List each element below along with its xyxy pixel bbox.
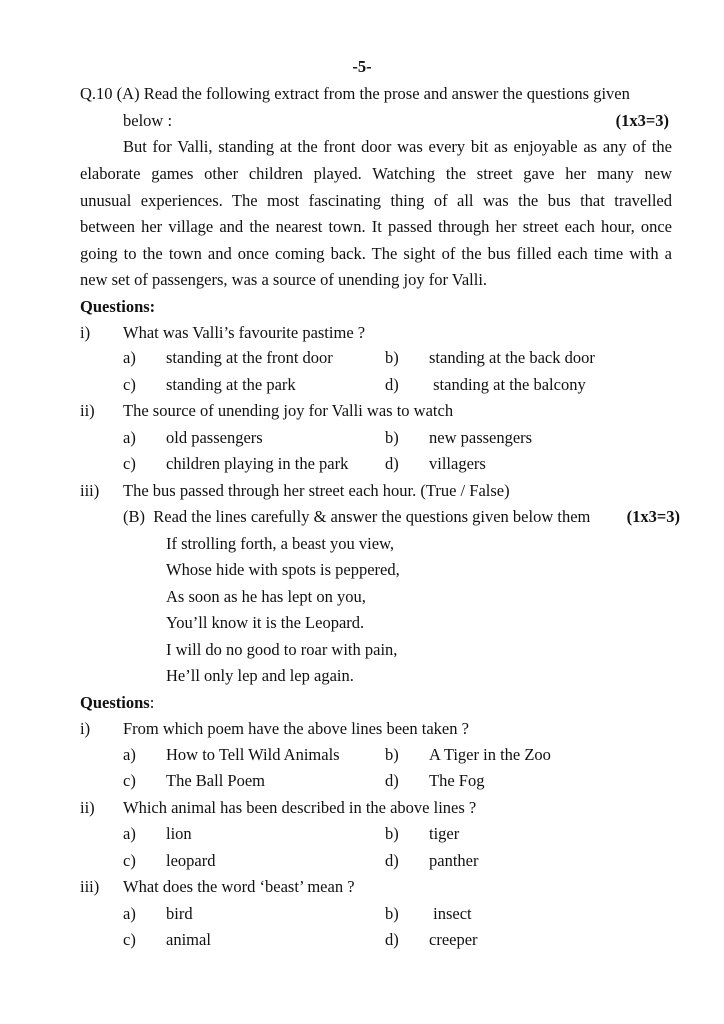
option-text: A Tiger in the Zoo xyxy=(429,745,551,764)
passage-line: elaborate games other children played. Watching the street gave her many new xyxy=(80,164,672,183)
option-text: tiger xyxy=(429,824,460,843)
option-text: The Fog xyxy=(429,771,485,790)
option-label: b) xyxy=(385,745,399,764)
poem-line: You’ll know it is the Leopard. xyxy=(166,613,365,632)
option-label: c) xyxy=(123,771,136,790)
poem-line: If strolling forth, a beast you view, xyxy=(166,534,395,553)
option-label: b) xyxy=(385,824,399,843)
option-label: c) xyxy=(123,454,136,473)
question-text: What does the word ‘beast’ mean ? xyxy=(123,877,355,896)
question-text: From which poem have the above lines been taken ? xyxy=(123,719,469,738)
passage-line: going to the town and once coming back. The sight of the bus filled each time with a xyxy=(80,244,672,263)
questions-heading-text: Questions xyxy=(80,693,150,712)
option-text: standing at the park xyxy=(166,375,296,394)
question-10-header-continued: below : xyxy=(123,111,173,130)
passage-line: new set of passengers, was a source of unending joy for Valli. xyxy=(80,270,488,289)
question-number: iii) xyxy=(80,877,100,896)
question-10-header: Q.10 (A) Read the following extract from the prose and answer the questions given xyxy=(80,84,630,103)
option-label: b) xyxy=(385,348,399,367)
option-text: standing at the balcony xyxy=(429,375,586,394)
poem-line: As soon as he has lept on you, xyxy=(166,587,366,606)
question-number: ii) xyxy=(80,798,95,817)
question-number: ii) xyxy=(80,401,95,420)
option-label: b) xyxy=(385,904,399,923)
passage-line: unusual experiences. The most fascinating thing of all was the bus that travelled xyxy=(80,191,672,210)
option-label: d) xyxy=(385,771,399,790)
page-number: -5- xyxy=(352,57,372,76)
option-label: d) xyxy=(385,454,399,473)
option-text: leopard xyxy=(166,851,216,870)
option-label: a) xyxy=(123,745,136,764)
option-label: c) xyxy=(123,375,136,394)
option-label: c) xyxy=(123,851,136,870)
option-label: d) xyxy=(385,930,399,949)
question-text: What was Valli’s favourite pastime ? xyxy=(123,323,366,342)
option-text: old passengers xyxy=(166,428,263,447)
questions-heading: Questions: xyxy=(80,297,156,316)
question-number: iii) xyxy=(80,481,100,500)
question-text: Which animal has been described in the above lines ? xyxy=(123,798,477,817)
option-label: d) xyxy=(385,375,399,394)
option-label: a) xyxy=(123,428,136,447)
marks-part-b: (1x3=3) xyxy=(626,507,680,526)
option-label: c) xyxy=(123,930,136,949)
option-text: The Ball Poem xyxy=(166,771,265,790)
poem-line: I will do no good to roar with pain, xyxy=(166,640,398,659)
option-text: insect xyxy=(429,904,472,923)
passage-line: between her village and the nearest town. It passed through her street each hour, once xyxy=(80,217,672,236)
option-text: creeper xyxy=(429,930,478,949)
poem-line: Whose hide with spots is peppered, xyxy=(166,560,400,579)
option-label: a) xyxy=(123,904,136,923)
option-text: villagers xyxy=(429,454,486,473)
option-text: animal xyxy=(166,930,211,949)
option-label: a) xyxy=(123,348,136,367)
option-text: standing at the back door xyxy=(429,348,595,367)
question-number: i) xyxy=(80,323,91,342)
question-text: The source of unending joy for Valli was to watch xyxy=(123,401,454,420)
poem-line: He’ll only lep and lep again. xyxy=(166,666,354,685)
option-text: lion xyxy=(166,824,192,843)
option-label: a) xyxy=(123,824,136,843)
option-label: d) xyxy=(385,851,399,870)
option-text: children playing in the park xyxy=(166,454,349,473)
question-number: i) xyxy=(80,719,91,738)
marks-part-a: (1x3=3) xyxy=(615,111,669,130)
option-text: bird xyxy=(166,904,193,923)
option-text: standing at the front door xyxy=(166,348,333,367)
questions-heading-colon: : xyxy=(149,693,155,712)
option-text: new passengers xyxy=(429,428,533,447)
option-text: panther xyxy=(429,851,479,870)
questions-heading-b xyxy=(80,693,154,713)
question-text: The bus passed through her street each hour. (True / False) xyxy=(123,481,510,500)
passage-line: But for Valli, standing at the front door was every bit as enjoyable as any of the xyxy=(123,137,672,156)
option-label: b) xyxy=(385,428,399,447)
option-text: How to Tell Wild Animals xyxy=(166,745,340,764)
part-b-instruction: (B) Read the lines carefully & answer the questions given below them xyxy=(123,507,591,526)
